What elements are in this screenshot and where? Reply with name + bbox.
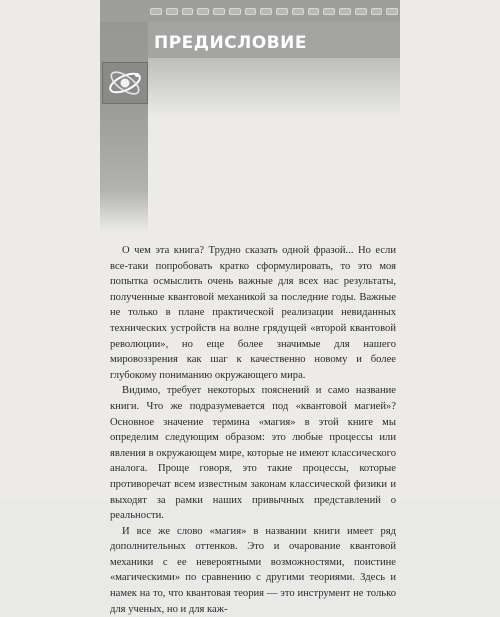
- preface-text: [110, 243, 396, 617]
- left-decorative-column: [100, 22, 148, 232]
- header-ornament: [150, 6, 398, 16]
- chapter-title: ПРЕДИСЛОВИЕ: [154, 33, 308, 53]
- paragraph-3: И все же слово «магия» в названии книги имеет ряд дополнительных оттенков. Это и очарование квантовой механики с ее невероятными возможностями, поистине «магическими» по сравнению с другими теориями. Здесь и намек на то, что квантовая теория — это инструмент не только для ученых, но и для каж-: [110, 525, 396, 615]
- chapter-logo: [102, 62, 148, 104]
- paragraph-2: Видимо, требует некоторых пояснений и само название книги. Что же подразумевается под «квантовой магией»? Основное значение термина «магия» в этой книге мы определим следующим образом: это любые процессы или явления в окружающем мире, которые не имеют классического аналога. Проще говоря, это такие процессы, которые противоречат всем известным законам классической физики и выходят за рамки наших привычных представлений о реальности.: [110, 385, 396, 522]
- paragraph-1: О чем эта книга? Трудно сказать одной фразой... Но если все-таки попробовать кратко сформулировать, то это моя попытка осмыслить очень важные для всех нас результаты, полученные квантовой механикой за последние годы. Важные не только в плане практической реализации невиданных технических устройств на волне грядущей «второй квантовой революции», но еще более значимые для нашего мировоззрения как шаг к качественно новому и более глубокому пониманию окружающего мира.: [110, 245, 396, 381]
- atom-orbit-icon: [103, 63, 147, 103]
- title-shade: [148, 58, 400, 118]
